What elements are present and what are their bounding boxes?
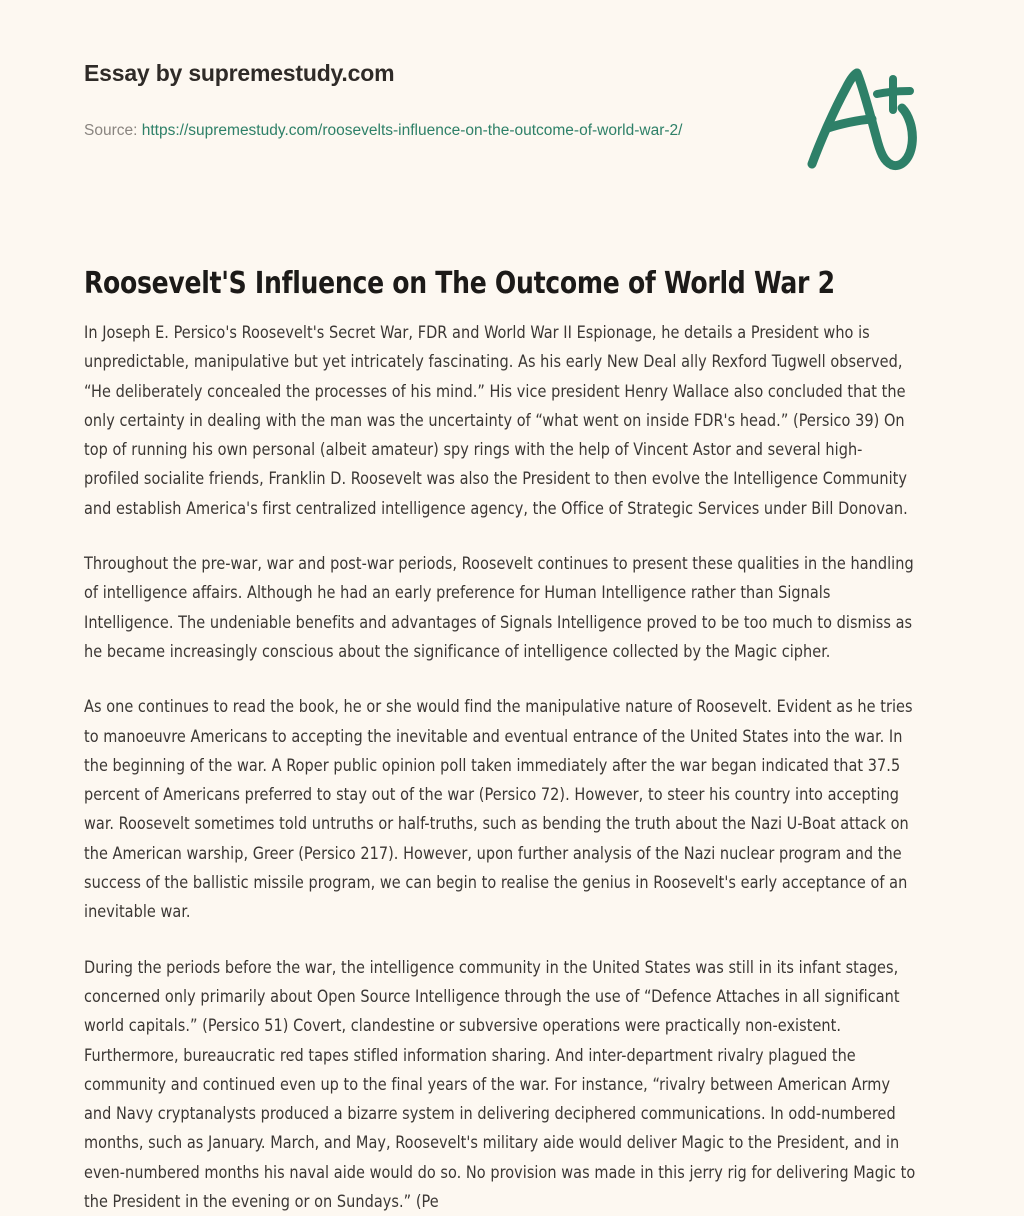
- page-header: [0, 0, 1024, 200]
- brand-title: Essay by supremestudy.com: [84, 60, 395, 86]
- paragraph: During the periods before the war, the intelligence community in the United States was still in its infant stages, concerned only primarily about Open Source Intelligence through the use of “Defence Attaches in all significant world capitals.” (Persico 51) Covert, clandestine or subversive operations were practically non-existent. Furthermore, bureaucratic red tapes stifled information sharing. And inter-department rivalry plagued the community and continued even up to the final years of the war. For instance, “rivalry between American Army and Navy cryptanalysts produced a bizarre system in delivering deciphered communications. In odd-numbered months, such as January. March, and May, Roosevelt's military aide would deliver Magic to the President, and in even-numbered months his naval aide would do so. No provision was made in this jerry rig for delivering Magic to the President in the evening or on Sundays.” (Pe: [84, 957, 916, 1212]
- paragraph: As one continues to read the book, he or she would find the manipulative nature of Roosevelt. Evident as he tries to manoeuvre Americans to accepting the inevitable and eventual entrance of the United States into the war. In the beginning of the war. A Roper public opinion poll taken immediately after the war began indicated that 37.5 percent of Americans preferred to stay out of the war (Persico 72). However, to steer his country into accepting war. Roosevelt sometimes told untruths or half-truths, such as bending the truth about the Nazi U-Boat attack on the American warship, Greer (Persico 217). However, upon further analysis of the Nazi nuclear program and the success of the ballistic missile program, we can begin to realise the genius in Roosevelt's early acceptance of an inevitable war.: [84, 697, 913, 922]
- paragraph: Throughout the pre-war, war and post-war periods, Roosevelt continues to present these qualities in the handling of intelligence affairs. Although he had an early preference for Human Intelligence rather than Signals Intelligence. The undeniable benefits and advantages of Signals Intelligence proved to be too much to dismiss as he became increasingly conscious about the significance of intelligence collected by the Magic cipher.: [84, 554, 914, 661]
- page-title: Roosevelt'S Influence on The Outcome of World War 2: [84, 266, 835, 302]
- source-label: Source:: [84, 122, 142, 139]
- source-line: [84, 122, 682, 140]
- source-url-link[interactable]: https://supremestudy.com/roosevelts-influence-on-the-outcome-of-world-war-2/: [141, 122, 683, 139]
- article-body: [84, 318, 942, 1216]
- a-plus-logo-icon: [800, 62, 930, 174]
- paragraph: In Joseph E. Persico's Roosevelt's Secret War, FDR and World War II Espionage, he details a President who is unpredictable, manipulative but yet intricately fascinating. As his early New Deal ally Rexford Tugwell observed, “He deliberately concealed the processes of his mind.” His vice president Henry Wallace also concluded that the only certainty in dealing with the man was the uncertainty of “what went on inside FDR's head.” (Persico 39) On top of running his own personal (albeit amateur) spy rings with the help of Vincent Astor and several high-profiled socialite friends, Franklin D. Roosevelt was also the President to then evolve the Intelligence Community and establish America's first centralized intelligence agency, the Office of Strategic Services under Bill Donovan.: [84, 323, 908, 518]
